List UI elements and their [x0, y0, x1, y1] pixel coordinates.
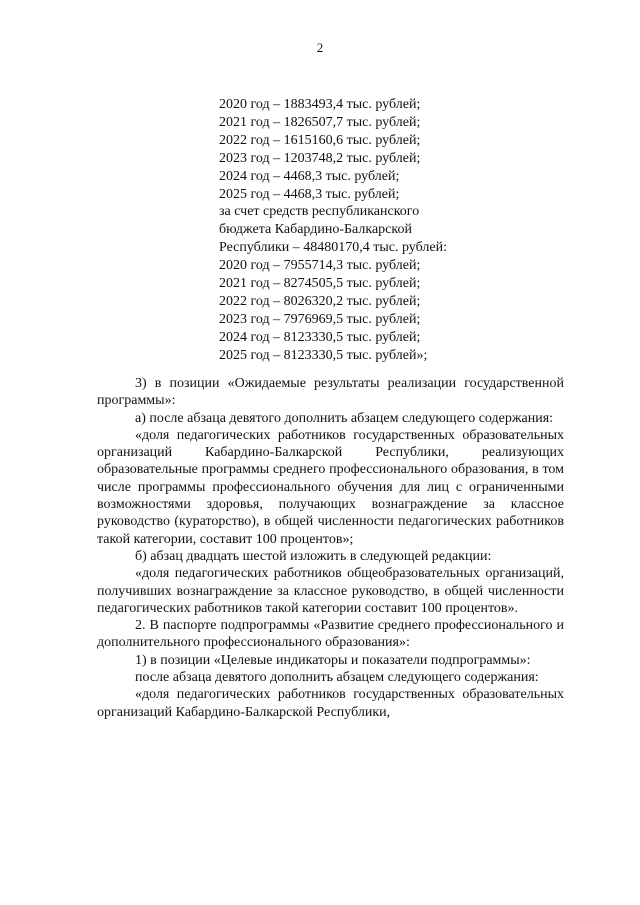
paragraph-subitem-b: б) абзац двадцать шестой изложить в следующей редакции: [135, 548, 492, 564]
financing-line: 2024 год – 8123330,5 тыс. рублей; [219, 329, 421, 345]
financing-line: бюджета Кабардино-Балкарской [219, 222, 412, 238]
page-number: 2 [316, 40, 324, 55]
paragraph-subitem-a: а) после абзаца девятого дополнить абзацем следующего содержания: [135, 410, 554, 426]
paragraph-instruction: после абзаца девятого дополнить абзацем следующего содержания: [135, 670, 539, 686]
financing-line: 2025 год – 4468,3 тыс. рублей; [219, 186, 400, 202]
document-body [97, 375, 564, 721]
paragraph-item-1: 1) в позиции «Целевые индикаторы и показатели подпрограммы»: [135, 652, 531, 668]
paragraph-quote: «доля педагогических работников государственных образовательных организаций Кабардино-Балкарской Республики, реализующих образовательные программы среднего профессионального образования, в том числе программы профессионального обучения для лиц с ограниченными возможностями здоровья, получающих вознаграждение за классное руководство (кураторство), в общей численности педагогических работников такой категории, составит 100 процентов»; [97, 427, 564, 547]
financing-line: 2022 год – 8026320,2 тыс. рублей; [219, 293, 421, 309]
financing-line: 2020 год – 7955714,3 тыс. рублей; [219, 258, 421, 274]
financing-line: 2022 год – 1615160,6 тыс. рублей; [219, 132, 421, 148]
financing-line: 2021 год – 1826507,7 тыс. рублей; [219, 114, 421, 130]
paragraph-item-2: 2. В паспорте подпрограммы «Развитие среднего профессионального и дополнительного профессионального образования»: [97, 618, 564, 651]
financing-line: Республики – 48480170,4 тыс. рублей: [219, 240, 447, 256]
financing-list [219, 96, 489, 365]
paragraph-quote: «доля педагогических работников общеобразовательных организаций, получивших вознаграждение за классное руководство, в общей численности педагогических работников такой категории составит 100 процентов». [97, 566, 564, 616]
financing-line: 2023 год – 7976969,5 тыс. рублей; [219, 311, 421, 327]
financing-line: за счет средств республиканского [219, 204, 420, 220]
financing-line: 2024 год – 4468,3 тыс. рублей; [219, 168, 400, 184]
financing-line: 2020 год – 1883493,4 тыс. рублей; [219, 97, 421, 112]
paragraph-quote: «доля педагогических работников государственных образовательных организаций Кабардино-Балкарской Республики, [97, 687, 564, 720]
financing-line: 2023 год – 1203748,2 тыс. рублей; [219, 150, 421, 166]
financing-line: 2025 год – 8123330,5 тыс. рублей»; [219, 347, 428, 363]
paragraph-item-3: 3) в позиции «Ожидаемые результаты реализации государственной программы»: [97, 376, 564, 409]
financing-line: 2021 год – 8274505,5 тыс. рублей; [219, 276, 421, 292]
